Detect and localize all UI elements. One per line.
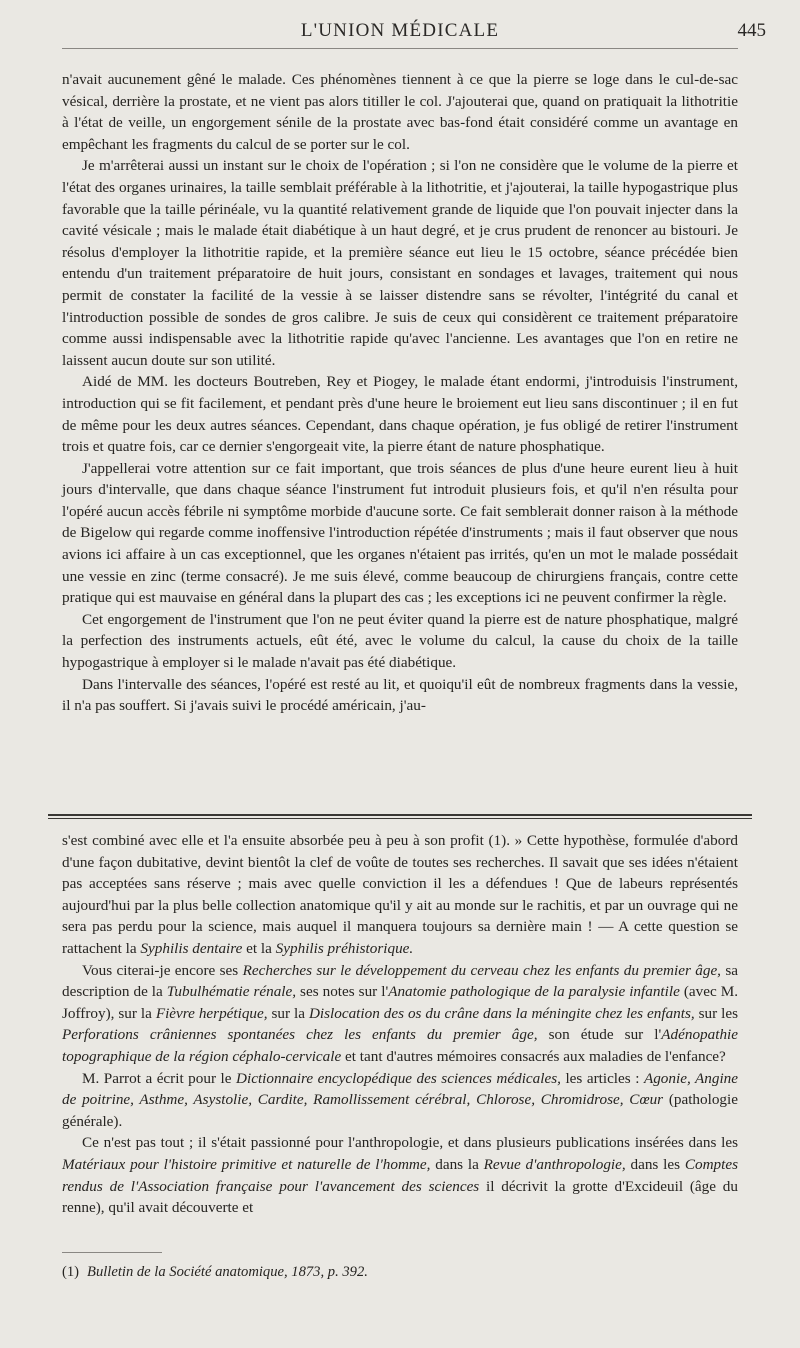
paragraph: Dans l'intervalle des séances, l'opéré est resté au lit, et quoiqu'il eût de nombreux fragments dans la vessie, il n'a pas souffert. Si j'avais suivi le procédé américain, j'au- [62,675,738,715]
paragraph: Aidé de MM. les docteurs Boutreben, Rey et Piogey, le malade étant endormi, j'introduisis l'instrument, introduction qui se fit facilement, et pendant près d'une heure le broiement eut lieu sans discontinuer ; il en fut de même pour les deux autres séances. Cependant, dans chaque opération, je fus obligé de retirer l'instrument trois et quatre fois, car ce dernier s'engorgeait vite, la pierre étant de nature phosphatique. [62,373,738,456]
paragraph: M. Parrot a écrit pour le Dictionnaire encyclopédique des sciences médicales, les articles : Agonie, Angine de poitrine, Asthme, Asystolie, Cardite, Ramollissement cérébral, Chlorose, Chromidrose, Cœur (pathologie générale). [62,1069,739,1130]
paragraph: J'appellerai votre attention sur ce fait important, que trois séances de plus d'une heure eurent lieu à huit jours d'intervalle, que dans chaque séance l'instrument fut introduit plusieurs fois, et qu'il n'en résulta pour l'opéré aucun accès fébrile ni symptôme morbide d'aucune sorte. Ce fait semblerait donner raison à la méthode de Bigelow qui regarde comme inoffensive l'introduction répétée d'instruments ; mais il faut observer que nous avions ici affaire à un cas exceptionnel, que les organes n'étaient pas irrités, qu'en un mot le malade possédait une vessie en zinc (terme consacré). Je me suis élevé, comme beaucoup de chirurgiens français, contre cette pratique qui est mauvaise en général dans la plupart des cas ; les exceptions ici ne peuvent confirmer la règle. [62,459,738,607]
footnote-rule [62,1252,162,1253]
header-rule [62,48,738,49]
article-continuation [62,69,738,717]
paragraph: n'avait aucunement gêné le malade. Ces phénomènes tiennent à ce que la pierre se loge dans le cul-de-sac vésical, derrière la prostate, et ne vient pas alors titiller le col. J'ajouterai que, quand on pratiquait la lithotritie à l'état de veille, un engorgement sénile de la prostate avec bas-fond était considéré comme un avantage en empêchant les fragments du calcul de se porter sur le col. [62,71,738,153]
footnote [62,1262,738,1282]
paragraph: Cet engorgement de l'instrument que l'on ne peut éviter quand la pierre est de nature phosphatique, malgré la perfection des instruments actuels, eût été, avec le volume du calcul, la cause du choix de la taille hypogastrique à employer si le malade n'avait pas été diabétique. [62,610,738,672]
paragraph: Ce n'est pas tout ; il s'était passionné pour l'anthropologie, et dans plusieurs publications insérées dans les Matériaux pour l'histoire primitive et naturelle de l'homme, dans la Revue d'anthropologie, dans les Comptes rendus de l'Association française pour l'avancement des sciences il décrivit la grotte d'Excideuil (âge du renne), qu'il avait découverte et [62,1134,738,1217]
feuilleton-text [62,830,738,1219]
page-number: 445 [737,20,766,41]
running-head [0,14,800,48]
journal-title: L'UNION MÉDICALE [300,20,500,41]
paragraph: Je m'arrêterai aussi un instant sur le choix de l'opération ; si l'on ne considère que le volume de la pierre et l'état des organes urinaires, la taille semblait préférable à la lithotritie, et j'ajouterai, la taille hypogastrique plus favorable que la taille périnéale, vu la quantité relativement grande de liquide que l'on pouvait injecter dans la cavité vésicale ; mais le malade était diabétique à un haut degré, et je crus prudent de renoncer au bistouri. Je résolus d'employer la lithotritie rapide, et la première séance eut lieu le 15 octobre, séance précédée bien entendu d'un traitement préparatoire de huit jours, consistant en sondages et lavages, traitement qui nous permit de constater la facilité de la vessie à se laisser distendre sans se révolter, l'intégrité du canal et l'introduction possible de sondes de gros calibre. Je suis de ceux qui considèrent ce traitement préparatoire comme aussi indispensable avec la lithotritie rapide qu'avec l'ancienne. Les avantages que l'on en retire ne laissent aucun doute sur son utilité. [62,157,738,369]
feuilleton-separator-rule [48,814,752,819]
paragraph: s'est combiné avec elle et l'a ensuite absorbée peu à peu à son profit (1). » Cette hypothèse, formulée d'abord d'une façon dubitative, devint bientôt la clef de voûte de toutes ses recherches. Il savait que ses idées n'étaient pas acceptées sans réserve ; mais avec quelle conviction il les a défendues ! Que de labeurs représentés aujourd'hui par la plus belle collection anatomique qu'il y ait au monde sur le rachitis, et par un ouvrage qui ne sera pas perdu pour la science, mais auquel il manquera toujours sa dernière main ! — A cette question se rattachent la Syphilis dentaire et la Syphilis préhistorique. [62,832,738,957]
footnote-mark: (1) [62,1264,80,1280]
paragraph: Vous citerai-je encore ses Recherches sur le développement du cerveau chez les enfants du premier âge, sa description de la Tubulhématie rénale, ses notes sur l'Anatomie pathologique de la paralysie infantile (avec M. Joffroy), sur la Fièvre herpétique, sur la Dislocation des os du crâne dans la méningite chez les enfants, sur les Perforations crâniennes spontanées chez les enfants du premier âge, son étude sur l'Adénopathie topographique de la région céphalo-cervicale et tant d'autres mémoires consacrés aux maladies de l'enfance? [62,961,739,1065]
footnote-text: Bulletin de la Société anatomique, 1873, p. 392. [87,1264,368,1280]
